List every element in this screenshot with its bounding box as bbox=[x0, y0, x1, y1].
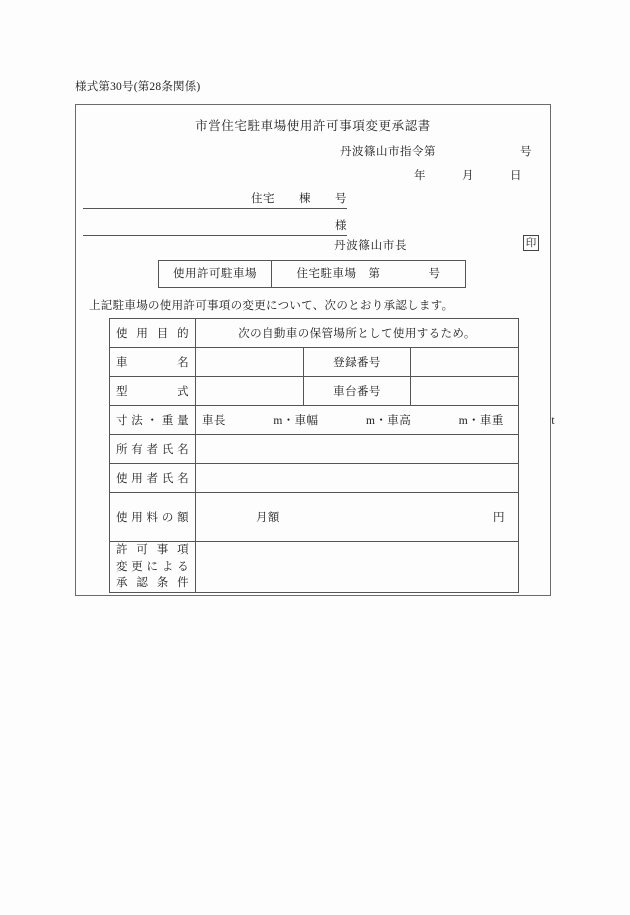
order-number-line: 丹波篠山市指令第 号 bbox=[340, 146, 532, 158]
dimension-label: 寸法・重量 bbox=[110, 406, 196, 435]
table-row-car-name bbox=[110, 348, 519, 377]
chassis-value[interactable] bbox=[411, 377, 519, 406]
document-title: 市営住宅駐車場使用許可事項変更承認書 bbox=[195, 119, 431, 133]
table-row-fee bbox=[110, 493, 519, 542]
permit-parking-value: 住宅駐車場 第 号 bbox=[296, 268, 441, 280]
dimension-value[interactable]: 車長 m・車幅 m・車高 m・車重 t bbox=[196, 406, 519, 435]
permit-parking-label: 使用許可駐車場 bbox=[159, 261, 272, 287]
fee-label: 使用料の額 bbox=[110, 493, 196, 542]
table-row-owner bbox=[110, 435, 519, 464]
fee-monthly-label: 月額 bbox=[256, 512, 280, 524]
permit-details-table bbox=[109, 318, 555, 593]
table-row-model bbox=[110, 377, 519, 406]
car-name-value[interactable] bbox=[196, 348, 304, 377]
condition-label-line2: 変更による bbox=[116, 560, 189, 573]
model-value[interactable] bbox=[196, 377, 304, 406]
addressee-housing-line: 住宅 棟 号 bbox=[83, 190, 347, 209]
registration-label: 登録番号 bbox=[303, 348, 411, 377]
condition-label-line1: 許可事項 bbox=[116, 544, 189, 556]
model-label: 型式 bbox=[110, 377, 196, 406]
purpose-value: 次の自動車の保管場所として使用するため。 bbox=[196, 319, 519, 348]
addressee-name-line: 様 bbox=[83, 217, 347, 236]
chassis-label: 車台番号 bbox=[303, 377, 411, 406]
owner-label: 所有者氏名 bbox=[110, 435, 196, 464]
seal-stamp-box: 印 bbox=[523, 235, 539, 251]
user-value[interactable] bbox=[196, 464, 519, 493]
purpose-label: 使用目的 bbox=[110, 319, 196, 348]
fee-unit-label: 円 bbox=[493, 512, 505, 524]
table-row-dimensions bbox=[110, 406, 519, 435]
condition-label bbox=[110, 542, 196, 593]
fee-value-cell[interactable] bbox=[196, 493, 519, 542]
user-label: 使用者氏名 bbox=[110, 464, 196, 493]
owner-value[interactable] bbox=[196, 435, 519, 464]
table-row-user bbox=[110, 464, 519, 493]
table-row-condition bbox=[110, 542, 519, 593]
car-name-label: 車名 bbox=[110, 348, 196, 377]
permit-parking-box bbox=[158, 260, 466, 288]
table-row-purpose bbox=[110, 319, 519, 348]
condition-value[interactable] bbox=[196, 542, 519, 593]
registration-value[interactable] bbox=[411, 348, 519, 377]
form-outer-frame bbox=[75, 104, 555, 596]
date-line: 年 月 日 bbox=[414, 170, 522, 182]
approval-statement: 上記駐車場の使用許可事項の変更について、次のとおり承認します。 bbox=[89, 300, 454, 312]
form-number: 様式第30号(第28条関係) bbox=[75, 81, 201, 93]
mayor-title: 丹波篠山市長 bbox=[334, 240, 408, 252]
condition-label-line3: 承認条件 bbox=[116, 577, 189, 590]
